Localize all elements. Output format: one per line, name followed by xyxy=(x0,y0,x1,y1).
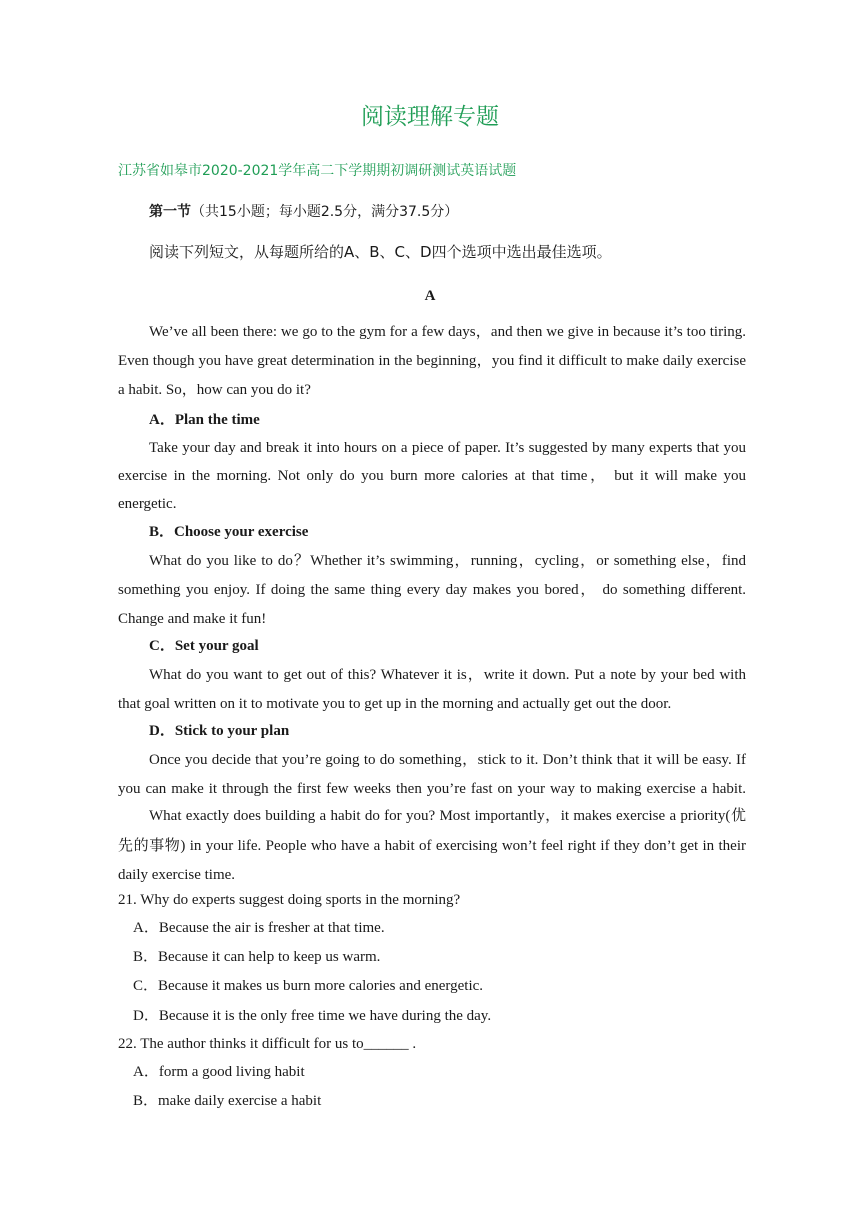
section-c-line-2: that goal written on it to motivate you to get up in the morning and actually get out the door. xyxy=(118,696,672,712)
section-b-heading: B．Choose your exercise xyxy=(149,524,309,540)
page-title: 阅读理解专题 xyxy=(361,104,499,130)
section-heading: 第一节 xyxy=(149,204,191,220)
section-d-line-2: you can make it through the first few weeks then you’re fast on your way to making exercise a habit. xyxy=(118,781,746,797)
question-21-stem: 21. Why do experts suggest doing sports in the morning? xyxy=(118,892,461,908)
section-c-line-1: What do you want to get out of this? Whatever it is，write it down. Put a note by your bed with xyxy=(149,667,746,683)
section-info: （共15小题；每小题2.5分，满分37.5分） xyxy=(191,204,459,220)
section-b-line-3: Change and make it fun! xyxy=(118,611,267,627)
section-d-heading: D．Stick to your plan xyxy=(149,723,290,739)
section-c-heading: C．Set your goal xyxy=(149,638,259,654)
intro-line-1: We’ve all been there: we go to the gym for a few days，and then we give in because it’s too tiring. xyxy=(149,324,746,340)
section-a-line-2: exercise in the morning. Not only do you burn more calories at that time， but it will make you xyxy=(118,468,746,484)
intro-line-3: a habit. So，how can you do it? xyxy=(118,382,311,398)
section-b-line-2: something you enjoy. If doing the same thing every day makes you bored， do something different. xyxy=(118,582,746,598)
closing-line-3: daily exercise time. xyxy=(118,867,236,883)
section-a-line-1: Take your day and break it into hours on a piece of paper. It’s suggested by many experts that you xyxy=(149,440,746,456)
exam-source: 江苏省如皋市2020-2021学年高二下学期期初调研测试英语试题 xyxy=(118,163,517,179)
closing-line-1: What exactly does building a habit do for you? Most importantly，it makes exercise a priority(优 xyxy=(149,808,746,824)
question-22-option-b: B．make daily exercise a habit xyxy=(133,1093,322,1109)
section-d-line-1: Once you decide that you’re going to do something，stick to it. Don’t think that it will be easy. If xyxy=(149,752,746,768)
passage-label: A xyxy=(424,288,436,304)
question-21-option-b: B．Because it can help to keep us warm. xyxy=(133,949,381,965)
section-b-line-1: What do you like to do？Whether it’s swimming，running，cycling，or something else，find xyxy=(149,553,746,569)
closing-line-2: 先的事物) in your life. People who have a habit of exercising won’t feel right if they don’t get in their xyxy=(118,838,746,854)
section-header xyxy=(149,202,458,222)
section-a-heading: A．Plan the time xyxy=(149,412,260,428)
question-22-option-a: A．form a good living habit xyxy=(133,1064,305,1080)
question-21-option-a: A．Because the air is fresher at that time. xyxy=(133,920,385,936)
section-a-line-3: energetic. xyxy=(118,496,177,512)
section-instruction: 阅读下列短文，从每题所给的A、B、C、D四个选项中选出最佳选项。 xyxy=(149,243,612,261)
question-21-option-c: C．Because it makes us burn more calories and energetic. xyxy=(133,978,484,994)
question-22-stem: 22. The author thinks it difficult for us to______ . xyxy=(118,1036,417,1052)
question-21-option-d: D．Because it is the only free time we have during the day. xyxy=(133,1008,492,1024)
intro-line-2: Even though you have great determination in the beginning，you find it difficult to make daily exercise xyxy=(118,353,746,369)
